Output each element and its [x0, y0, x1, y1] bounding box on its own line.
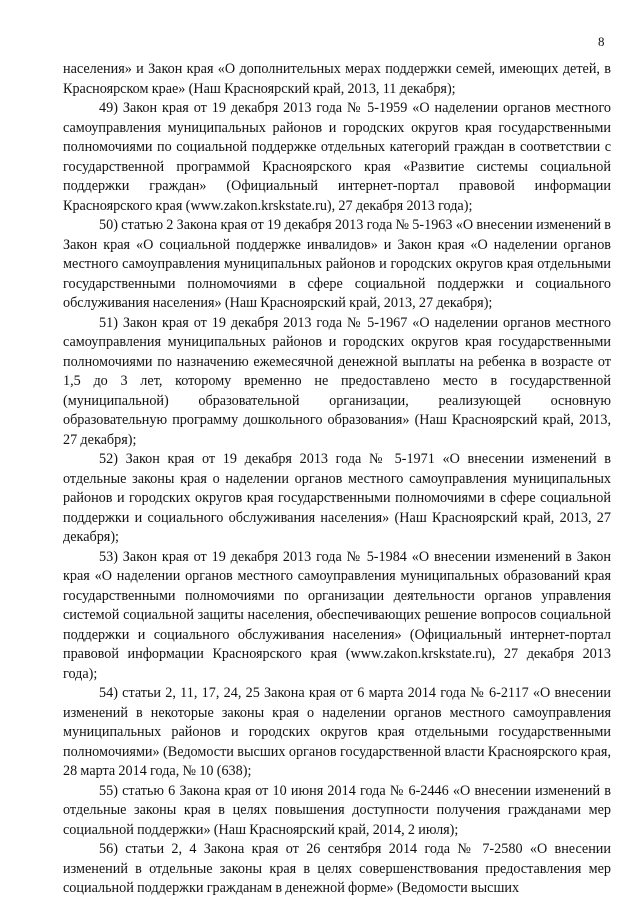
list-item-54: 54) статьи 2, 11, 17, 24, 25 Закона края от 6 марта 2014 года № 6-2117 «О внесении изменений в некоторые законы края о наделении органов местного самоуправления муниципальных районов и городских округов края отдельными государственными полномочиями» (Ведомости высших органов государственной власти Красноярского края, 28 марта 2014 года, № 10 (638);: [63, 685, 611, 779]
document-body: [63, 60, 611, 899]
list-item-53: 53) Закон края от 19 декабря 2013 года № 5-1984 «О внесении изменений в Закон края «О наделении органов местного самоуправления муниципальных образований края государственными полномочиями по организации деятельности органов управления системой социальной защиты населения, обеспечивающих решение вопросов социальной поддержки и социального обслуживания населения» (Официальный интернет-портал правовой информации Красноярского края (www.zakon.krskstate.ru), 27 декабря 2013 года);: [63, 548, 611, 682]
list-item-51: 51) Закон края от 19 декабря 2013 года № 5-1967 «О наделении органов местного самоуправления муниципальных районов и городских округов края государственными полномочиями по назначению ежемесячной денежной выплаты на ребенка в возрасте от 1,5 до 3 лет, которому временно не предоставлено место в государственной (муниципальной) образовательной организации, реализующей основную образовательную программу дошкольного образования» (Наш Красноярский край, 2013, 27 декабря);: [63, 314, 611, 448]
list-item-50: 50) статью 2 Закона края от 19 декабря 2013 года № 5-1963 «О внесении изменений в Закон края «О социальной поддержке инвалидов» и Закон края «О наделении органов местного самоуправления муниципальных районов и городских округов края отдельными государственными полномочиями в сфере социальной поддержки и социального обслуживания населения» (Наш Красноярский край, 2013, 27 декабря);: [63, 217, 611, 311]
page-number: 8: [598, 34, 605, 49]
list-item-56: 56) статьи 2, 4 Закона края от 26 сентября 2014 года № 7-2580 «О внесении изменений в отдельные законы края в целях совершенствования предоставления мер социальной поддержки гражданам в денежной форме» (Ведомости высших: [63, 841, 611, 896]
list-item-55: 55) статью 6 Закона края от 10 июня 2014 года № 6-2446 «О внесении изменений в отдельные законы края в целях повышения доступности получения гражданами мер социальной поддержки» (Наш Красноярский край, 2014, 2 июля);: [63, 782, 611, 838]
list-item-49: 49) Закон края от 19 декабря 2013 года № 5-1959 «О наделении органов местного самоуправления муниципальных районов и городских округов края государственными полномочиями по социальной поддержке отдельных категорий граждан в соответствии с государственной программой Красноярского края «Развитие системы социальной поддержки граждан» (Официальный интернет-портал правовой информации Красноярского края (www.zakon.krskstate.ru), 27 декабря 2013 года);: [63, 100, 611, 214]
paragraph-continuation: населения» и Закон края «О дополнительных мерах поддержки семей, имеющих детей, в Красноярском крае» (Наш Красноярский край, 2013, 11 декабря);: [63, 61, 611, 97]
list-item-52: 52) Закон края от 19 декабря 2013 года № 5-1971 «О внесении изменений в отдельные законы края о наделении органов местного самоуправления муниципальных районов и городских округов края государственными полномочиями в сфере социальной поддержки и социального обслуживания населения» (Наш Красноярский край, 2013, 27 декабря);: [63, 451, 611, 545]
